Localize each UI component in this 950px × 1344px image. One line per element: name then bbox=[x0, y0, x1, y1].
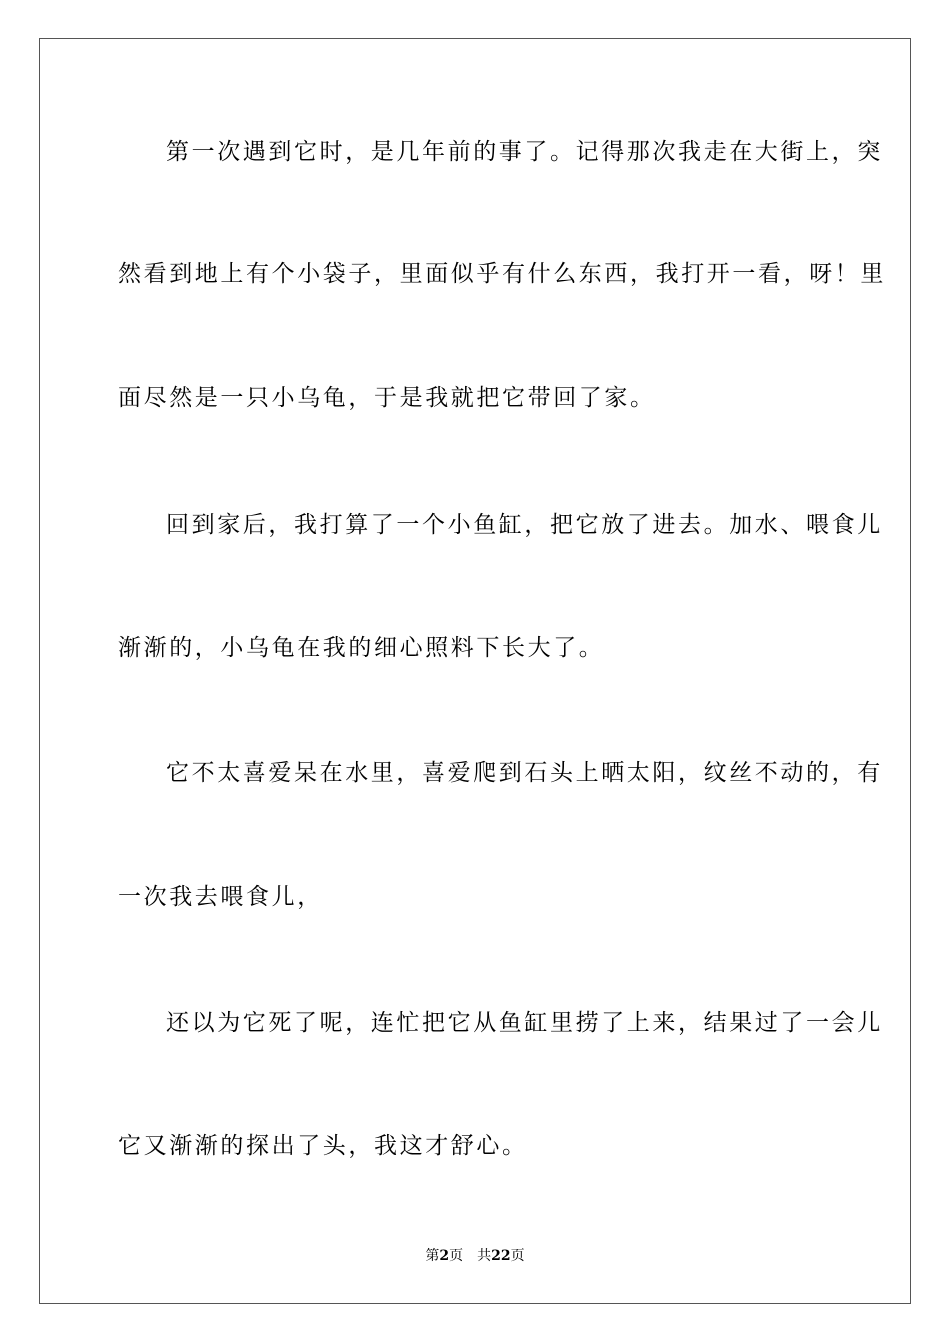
paragraph-1-line-1: 第一次遇到它时，是几年前的事了。记得那次我走在大街上，突 bbox=[166, 139, 883, 165]
page-footer bbox=[0, 1247, 950, 1265]
page-suffix: 页 bbox=[449, 1248, 464, 1264]
total-suffix: 页 bbox=[510, 1248, 525, 1264]
page-number: 2 bbox=[439, 1248, 450, 1264]
paragraph-3-line-2: 一次我去喂食儿， bbox=[118, 884, 323, 910]
paragraph-1-line-2: 然看到地上有个小袋子，里面似乎有什么东西，我打开一看，呀！里 bbox=[118, 261, 886, 287]
paragraph-3-line-1: 它不太喜爱呆在水里，喜爱爬到石头上晒太阳，纹丝不动的，有 bbox=[166, 760, 883, 786]
total-pages: 22 bbox=[491, 1248, 511, 1264]
page-border bbox=[39, 38, 911, 1304]
paragraph-2-line-2: 渐渐的，小乌龟在我的细心照料下长大了。 bbox=[118, 635, 605, 661]
paragraph-4-line-2: 它又渐渐的探出了头，我这才舒心。 bbox=[118, 1133, 528, 1159]
paragraph-2-line-1: 回到家后，我打算了一个小鱼缸，把它放了进去。加水、喂食儿 bbox=[166, 512, 883, 538]
paragraph-1-line-3: 面尽然是一只小乌龟，于是我就把它带回了家。 bbox=[118, 385, 656, 411]
total-prefix: 共 bbox=[477, 1248, 492, 1264]
page-prefix: 第 bbox=[425, 1248, 440, 1264]
paragraph-4-line-1: 还以为它死了呢，连忙把它从鱼缸里捞了上来，结果过了一会儿 bbox=[166, 1010, 883, 1036]
